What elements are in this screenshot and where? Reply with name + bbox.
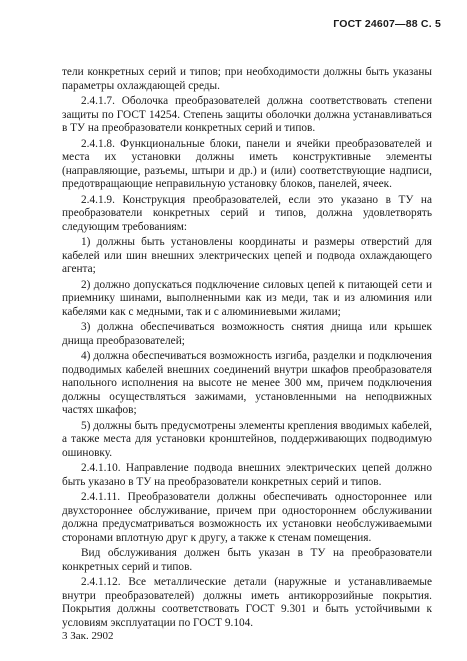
paragraph-2-4-1-11: 2.4.1.11. Преобразователи должны обеспечивать одностороннее или двухстороннее обслуживание, причем при одностороннем обслуживании должна предусматриваться возможность их установки необслуживаемыми сторонами вплотную друг к другу, а также к стенам помещения. — [62, 491, 432, 544]
paragraph-2-4-1-10: 2.4.1.10. Направление подвода внешних электрических цепей должно быть указано в ТУ на преобразователи конкретных серий и типов. — [62, 462, 432, 488]
print-order-mark: 3 Зак. 2902 — [62, 630, 114, 642]
list-item-5: 5) должны быть предусмотрены элементы крепления вводимых кабелей, а также места для установки кронштейнов, поддерживающих подводимую ошиновку. — [62, 419, 432, 459]
list-item-1: 1) должны быть установлены координаты и размеры отверстий для кабелей или шин внешних электрических цепей и подвода охлаждающего агента; — [62, 236, 432, 275]
paragraph-2-4-1-8: 2.4.1.8. Функциональные блоки, панели и ячейки преобразователей и места их установки должны иметь конструктивные элементы (направляющие, разъемы, штыри и др.) и (или) соответствующие надписи, предотвращающие неправильную установку блоков, панелей, ячеек. — [62, 137, 432, 190]
paragraph-2-4-1-9: 2.4.1.9. Конструкция преобразователей, если это указано в ТУ на преобразователи конкретных серий и типов, должна удовлетворять следующим требованиям: — [62, 193, 432, 233]
running-header: ГОСТ 24607—88 С. 5 — [333, 18, 441, 30]
list-item-3: 3) должна обеспечиваться возможность снятия днища или крышек днища преобразователей; — [62, 321, 432, 347]
list-item-2: 2) должно допускаться подключение силовых цепей к питающей сети и приемнику шинами, выполненными как из меди, так и из алюминия или кабелями как с медными, так и с алюминиевыми жилами; — [62, 278, 432, 318]
paragraph-continuation: тели конкретных серий и типов; при необходимости должны быть указаны параметры охлаждающей среды. — [62, 66, 432, 92]
list-item-4: 4) должна обеспечиваться возможность изгиба, разделки и подключения подводимых кабелей внешних соединений внутри шкафов преобразователя напольного исполнения на высоте не менее 300 мм, причем подключения должны осуществляться зажимами, установленными на неподвижных частях шкафов; — [62, 350, 432, 416]
document-body — [62, 66, 432, 630]
paragraph-2-4-1-7: 2.4.1.7. Оболочка преобразователей должна соответствовать степени защиты по ГОСТ 14254. Степень защиты оболочки должна устанавливаться в ТУ на преобразователи конкретных серий и типов. — [62, 95, 432, 134]
paragraph-service-type: Вид обслуживания должен быть указан в ТУ на преобразователи конкретных серий и типов. — [62, 547, 432, 573]
paragraph-2-4-1-12: 2.4.1.12. Все металлические детали (наружные и устанавливаемые внутри преобразователей) должны иметь антикоррозийные покрытия. Покрытия должны соответствовать ГОСТ 9.301 и быть устойчивыми к условиям эксплуатации по ГОСТ 9.104. — [62, 576, 432, 629]
